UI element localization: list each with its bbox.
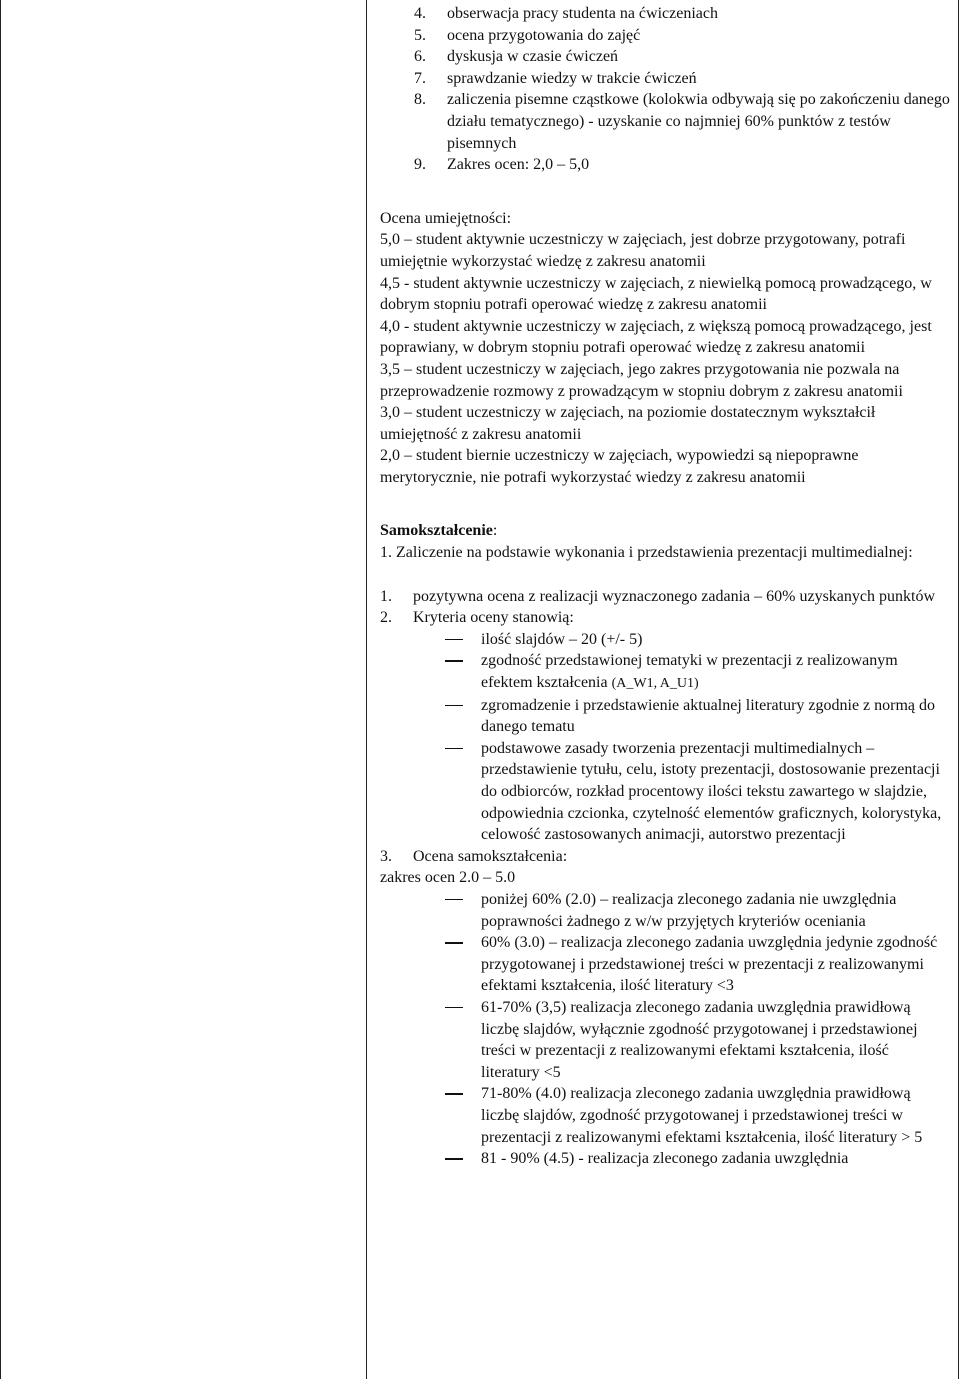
dash-bullet-icon bbox=[445, 748, 463, 750]
table-cell-content bbox=[380, 3, 950, 1170]
dash-bullet-icon bbox=[445, 705, 463, 707]
self-study-intro: 1. Zaliczenie na podstawie wykonania i przedstawienia prezentacji multimedialnej: bbox=[380, 544, 913, 562]
skills-grade-line: 3,5 – student uczestniczy w zajęciach, jego zakres przygotowania nie pozwala na przeprowadzenie rozmowy z prowadzącym w stopniu dobrym z zakresu anatomii bbox=[380, 360, 903, 400]
dash-bullet-icon bbox=[445, 639, 463, 641]
assessment-methods-list bbox=[380, 3, 950, 176]
list-item: 9. Zakres ocen: 2,0 – 5,0 bbox=[414, 156, 590, 174]
skills-grade-line: 2,0 – student biernie uczestniczy w zajęciach, wypowiedzi są niepoprawne merytorycznie, nie potrafi wykorzystać wiedzy z zakresu anatomii bbox=[380, 447, 859, 486]
list-item: 61-70% (3,5) realizacja zleconego zadania uwzględnia prawidłową liczbę slajdów, wyłącznie zgodność przygotowanej i przedstawionej treści w prezentacji z realizowanymi efektami kształcenia, ilość literatury <5 bbox=[380, 997, 950, 1083]
self-study-list bbox=[380, 586, 950, 629]
list-item: zgodność przedstawionej tematyki w prezentacji z realizowanym efektem kształcenia (A_W1, A_U1) bbox=[380, 650, 950, 694]
list-item: 8. zaliczenia pisemne cząstkowe (kolokwia odbywają się po zakończeniu danego działu tematycznego) - uzyskanie co najmniej 60% punktów z testów pisemnych bbox=[414, 91, 950, 152]
skills-grade-line: 3,0 – student uczestniczy w zajęciach, na poziomie dostatecznym wykształcił umiejętność z zakresu anatomii bbox=[380, 404, 876, 443]
list-item: 1. pozytywna ocena z realizacji wyznaczonego zadania – 60% uzyskanych punktów bbox=[380, 587, 935, 605]
list-item: poniżej 60% (2.0) – realizacja zleconego zadania nie uwzględnia poprawności żadnego z w/w przyjętych kryteriów oceniania bbox=[380, 889, 950, 932]
dash-bullet-icon bbox=[445, 1007, 463, 1009]
skills-grade-line: 4,0 - student aktywnie uczestniczy w zajęciach, z większą pomocą prowadzącego, jest poprawiany, w dobrym stopniu potrafi operować wiedzę z zakresu anatomii bbox=[380, 317, 932, 357]
table-border-left bbox=[0, 0, 1, 1379]
list-item: 4. obserwacja pracy studenta na ćwiczeniach bbox=[414, 5, 718, 22]
list-item: 81 - 90% (4.5) - realizacja zleconego zadania uwzględnia bbox=[380, 1148, 950, 1170]
list-item: 71-80% (4.0) realizacja zleconego zadania uwzględnia prawidłową liczbę slajdów, zgodność przygotowanej i przedstawionej treści w prezentacji z realizowanymi efektami kształcenia, ilość literatury > 5 bbox=[380, 1083, 950, 1148]
skills-heading: Ocena umiejętności: bbox=[380, 209, 512, 227]
list-item: 6. dyskusja w czasie ćwiczeń bbox=[414, 48, 619, 66]
list-item: 7. sprawdzanie wiedzy w trakcie ćwiczeń bbox=[414, 69, 697, 87]
list-item: 2. Kryteria oceny stanowią: bbox=[380, 609, 574, 627]
self-study-heading: Samokształcenie: bbox=[380, 522, 498, 540]
skills-grade-line: 5,0 – student aktywnie uczestniczy w zajęciach, jest dobrze przygotowany, potrafi umiejętnie wykorzystać wiedzę z zakresu anatomii bbox=[380, 231, 906, 270]
list-item: 5. ocena przygotowania do zajęć bbox=[414, 26, 641, 44]
dash-bullet-icon bbox=[445, 1158, 463, 1160]
skills-grade-line: 4,5 - student aktywnie uczestniczy w zajęciach, z niewielką pomocą prowadzącego, w dobrym stopniu potrafi operować wiedzę z zakresu anatomii bbox=[380, 274, 932, 314]
dash-bullet-icon bbox=[445, 899, 463, 901]
table-border-middle bbox=[366, 0, 367, 1379]
list-item: podstawowe zasady tworzenia prezentacji multimedialnych – przedstawienie tytułu, celu, istoty prezentacji, dostosowanie prezentacji do odbiorców, rozkład procentowy ilości tekstu zawartego w slajdzie, odpowiednia czcionka, czytelność elementów graficznych, kolorystyka, celowość zastosowanych animacji, autorstwo prezentacji bbox=[380, 738, 950, 846]
grades-list bbox=[380, 889, 950, 1170]
dash-bullet-icon bbox=[445, 660, 463, 662]
list-item: zgromadzenie i przedstawienie aktualnej literatury zgodnie z normą do danego tematu bbox=[380, 695, 950, 738]
criteria-list bbox=[380, 629, 950, 846]
list-item: ilość slajdów – 20 (+/- 5) bbox=[380, 629, 950, 651]
self-study-list-continued bbox=[380, 846, 950, 868]
dash-bullet-icon bbox=[445, 942, 463, 944]
grade-range: zakres ocen 2.0 – 5.0 bbox=[380, 869, 516, 887]
dash-bullet-icon bbox=[445, 1093, 463, 1095]
list-item: 60% (3.0) – realizacja zleconego zadania uwzględnia jedynie zgodność przygotowanej i przedstawionej treści w prezentacji z realizowanymi efektami kształcenia, ilość literatury <3 bbox=[380, 932, 950, 997]
list-item: 3. Ocena samokształcenia: bbox=[380, 847, 568, 865]
table-border-right bbox=[958, 0, 959, 1379]
